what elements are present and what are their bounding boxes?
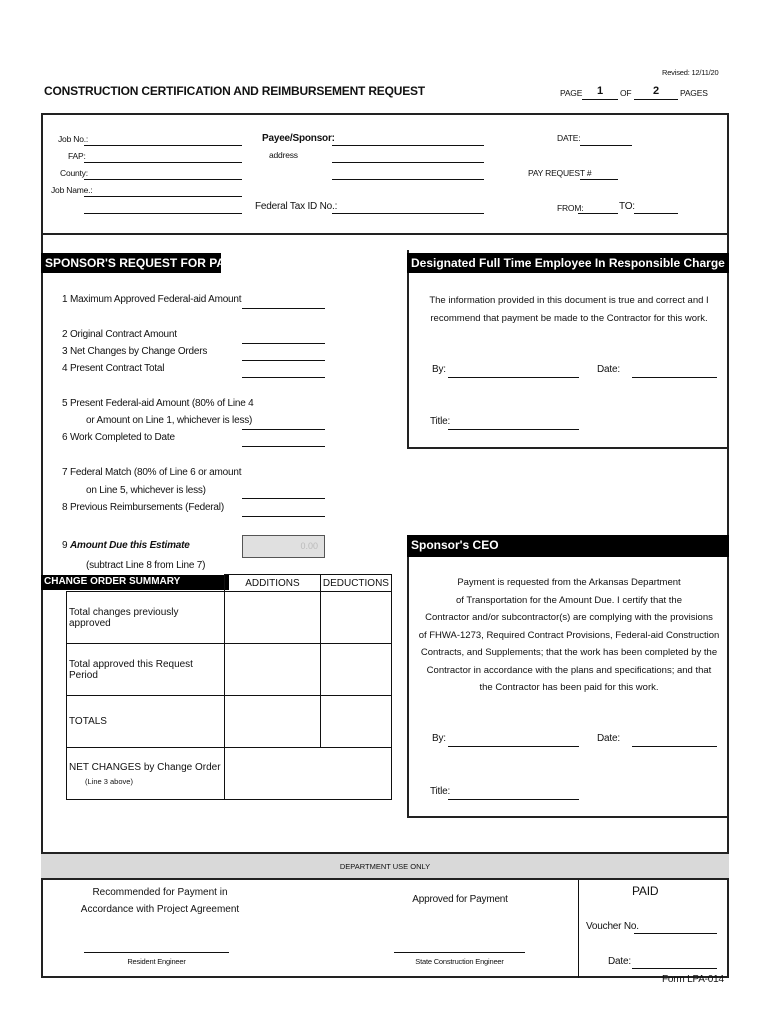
page-number-line xyxy=(582,99,618,100)
date-label: DATE: xyxy=(557,133,581,143)
page-label: PAGE xyxy=(560,88,583,98)
change-order-table xyxy=(66,574,392,800)
row-net-changes xyxy=(67,748,225,800)
of-label: OF xyxy=(620,88,632,98)
page-number[interactable]: 1 xyxy=(597,85,603,97)
this-period-deductions[interactable] xyxy=(320,644,391,696)
line-8-field[interactable] xyxy=(242,516,325,517)
line-2-field[interactable] xyxy=(242,343,325,344)
line-9-label: Amount Due this Estimate xyxy=(70,540,190,551)
ceo-statement: Payment is requested from the Arkansas Department of Transportation for the Amount Due. I certify that the Contractor and/or subcontractor(s) are complying with the provisions of FHWA-1273, Required Contract Provisions, Federal-aid Construction Contracts, and Supplements; that the work has been completed by the Contractor in accordance with the plans and specifications; and that the Contractor has been paid for this work. xyxy=(418,577,720,693)
ceo-title-field[interactable] xyxy=(448,799,579,800)
address-label: address xyxy=(269,150,298,160)
amount-due-value: 0.00 xyxy=(300,541,318,551)
form-title: CONSTRUCTION CERTIFICATION AND REIMBURSEMENT REQUEST xyxy=(44,84,425,98)
designated-title-label: Title: xyxy=(430,416,451,427)
paid-date-label: Date: xyxy=(608,956,631,967)
line-2-label: 2 Original Contract Amount xyxy=(62,329,177,340)
ceo-by-field[interactable] xyxy=(448,746,579,747)
state-engineer-signature[interactable] xyxy=(394,952,525,953)
designated-bottom-border xyxy=(407,447,729,449)
amount-due-field[interactable] xyxy=(242,535,325,558)
line-7-label: 7 Federal Match (80% of Line 6 or amount xyxy=(62,467,242,478)
page-total-line xyxy=(634,99,678,100)
revised-date: Revised: 12/11/20 xyxy=(662,68,719,77)
ceo-by-label: By: xyxy=(432,733,446,744)
designated-heading: Designated Full Time Employee In Responsible Charge xyxy=(407,253,729,273)
department-use-bar xyxy=(41,852,729,880)
designated-statement: The information provided in this document is true and correct and I recommend that payment be made to the Contractor for this work. xyxy=(429,295,709,324)
designated-by-field[interactable] xyxy=(448,377,579,378)
pages-label: PAGES xyxy=(680,88,708,98)
totals-additions[interactable] xyxy=(225,696,321,748)
pay-request-field[interactable] xyxy=(580,179,618,180)
voucher-field[interactable] xyxy=(634,933,717,934)
designated-date-field[interactable] xyxy=(632,377,717,378)
fap-field[interactable] xyxy=(84,162,242,163)
ceo-date-field[interactable] xyxy=(632,746,717,747)
to-field[interactable] xyxy=(634,213,678,214)
paid-left-border xyxy=(578,880,579,978)
line-7-field[interactable] xyxy=(242,498,325,499)
line-4-label: 4 Present Contract Total xyxy=(62,363,165,374)
line-6-field[interactable] xyxy=(242,446,325,447)
line-1-label: 1 Maximum Approved Federal-aid Amount xyxy=(62,294,242,305)
designated-title-field[interactable] xyxy=(448,429,579,430)
line-6-label: 6 Work Completed to Date xyxy=(62,432,175,443)
approved-for-payment: Approved for Payment xyxy=(412,894,508,905)
designated-date-label: Date: xyxy=(597,364,620,375)
recommended-text: Recommended for Payment in Accordance with Project Agreement xyxy=(80,887,240,915)
previously-approved-additions[interactable] xyxy=(225,592,321,644)
line-3-label: 3 Net Changes by Change Orders xyxy=(62,346,208,357)
row-this-period: Total approved this Request Period xyxy=(67,644,225,696)
net-changes-label: NET CHANGES by Change Order xyxy=(69,761,221,773)
to-label: TO: xyxy=(619,201,635,212)
job-name-label: Job Name.: xyxy=(51,185,93,195)
from-field[interactable] xyxy=(578,213,618,214)
payee-sponsor-label: Payee/Sponsor: xyxy=(262,133,335,144)
line-4-field[interactable] xyxy=(242,377,325,378)
ceo-date-label: Date: xyxy=(597,733,620,744)
job-no-label: Job No.: xyxy=(58,134,89,144)
line-9-number: 9 xyxy=(62,540,68,551)
pay-request-label: PAY REQUEST # xyxy=(528,168,592,178)
net-changes-sublabel: (Line 3 above) xyxy=(85,776,133,786)
designated-by-label: By: xyxy=(432,364,446,375)
section-divider xyxy=(41,233,729,235)
line-7-label-cont: on Line 5, whichever is less) xyxy=(86,485,206,496)
date-field[interactable] xyxy=(580,145,632,146)
page-total[interactable]: 2 xyxy=(653,85,659,97)
county-label: County: xyxy=(60,168,88,178)
line-8-label: 8 Previous Reimbursements (Federal) xyxy=(62,502,224,513)
job-name-field-2[interactable] xyxy=(84,213,242,214)
address-field-1[interactable] xyxy=(332,162,484,163)
payee-sponsor-field[interactable] xyxy=(332,145,484,146)
state-engineer-label: State Construction Engineer xyxy=(415,957,504,966)
deductions-header: DEDUCTIONS xyxy=(320,575,391,592)
job-no-field[interactable] xyxy=(84,145,242,146)
county-field[interactable] xyxy=(84,179,242,180)
this-period-additions[interactable] xyxy=(225,644,321,696)
row-totals: TOTALS xyxy=(67,696,225,748)
job-name-field[interactable] xyxy=(84,196,242,197)
designated-left-border xyxy=(407,250,409,448)
department-use-heading: DEPARTMENT USE ONLY xyxy=(339,862,431,871)
line-5-field[interactable] xyxy=(242,429,325,430)
fap-label: FAP: xyxy=(68,151,86,161)
sponsor-request-heading: SPONSOR'S REQUEST FOR PAYMENT xyxy=(41,253,221,273)
paid-label: PAID xyxy=(632,884,659,898)
ceo-bottom-border xyxy=(407,816,729,818)
line-3-field[interactable] xyxy=(242,360,325,361)
federal-tax-id-field[interactable] xyxy=(332,213,484,214)
change-order-heading: CHANGE ORDER SUMMARY xyxy=(41,575,229,590)
form-number: Form LPA-014 xyxy=(662,974,724,985)
line-5-label-cont: or Amount on Line 1, whichever is less) xyxy=(86,415,253,426)
line-1-field[interactable] xyxy=(242,308,325,309)
totals-deductions[interactable] xyxy=(320,696,391,748)
additions-header: ADDITIONS xyxy=(225,575,321,592)
net-changes-value[interactable] xyxy=(225,748,392,800)
line-5-label: 5 Present Federal-aid Amount (80% of Line 4 xyxy=(62,398,254,409)
row-previously-approved: Total changes previously approved xyxy=(67,592,225,644)
from-label: FROM: xyxy=(557,203,584,213)
paid-date-field[interactable] xyxy=(632,968,717,969)
previously-approved-deductions[interactable] xyxy=(320,592,391,644)
resident-engineer-signature[interactable] xyxy=(84,952,229,953)
resident-engineer-label: Resident Engineer xyxy=(127,957,186,966)
ceo-heading: Sponsor's CEO xyxy=(407,535,729,557)
address-field-2[interactable] xyxy=(332,179,484,180)
ceo-title-label: Title: xyxy=(430,786,451,797)
line-9-sublabel: (subtract Line 8 from Line 7) xyxy=(86,560,206,571)
voucher-label: Voucher No. xyxy=(586,921,639,932)
federal-tax-id-label: Federal Tax ID No.: xyxy=(255,201,338,212)
